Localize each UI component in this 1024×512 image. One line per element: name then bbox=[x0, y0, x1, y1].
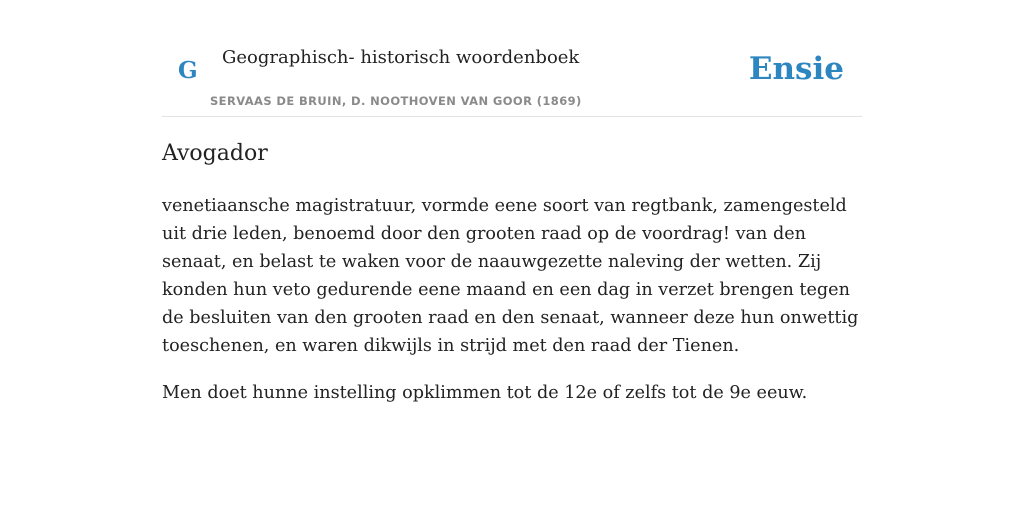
entry-paragraph: Men doet hunne instelling opklimmen tot de 12e of zelfs tot de 9e eeuw. bbox=[162, 383, 808, 403]
entry-body bbox=[162, 192, 862, 426]
book-logo-icon[interactable]: G bbox=[178, 57, 198, 84]
book-header bbox=[162, 0, 862, 117]
book-title[interactable]: Geographisch- historisch woordenboek bbox=[222, 47, 580, 68]
entry-title: Avogador bbox=[162, 141, 268, 166]
book-author: SERVAAS DE BRUIN, D. NOOTHOVEN VAN GOOR (1869) bbox=[210, 94, 582, 108]
ensie-logo[interactable]: Ensie bbox=[748, 51, 844, 87]
entry-paragraph: venetiaansche magistratuur, vormde eene soort van regtbank, zamengesteld uit drie leden, benoemd door den grooten raad op de voordrag! van den senaat, en belast te waken voor de naauwgezette naleving der wetten. Zij konden hun veto gedurende eene maand en een dag in verzet brengen tegen de besluiten van den grooten raad en den senaat, wanneer deze hun onwettig toeschenen, en waren dikwijls in strijd met den raad der Tienen. bbox=[162, 196, 859, 356]
